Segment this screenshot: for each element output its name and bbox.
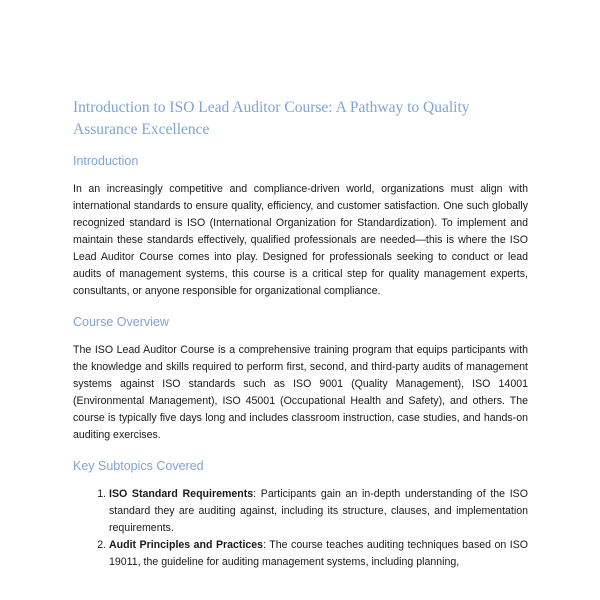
section-heading-course-overview: Course Overview	[73, 315, 169, 329]
list-item-text: : Participants gain an in-depth understanding of the ISO standard they are auditing against, including its structure, clauses, and implementation requirements.	[109, 488, 528, 534]
section-heading-key-subtopics: Key Subtopics Covered	[73, 459, 204, 473]
list-item-text: : The course teaches auditing techniques based on ISO 19011, the guideline for auditing management systems, including planning,	[109, 539, 529, 568]
list-item-term: Audit Principles and Practices	[109, 539, 264, 551]
list-item-term: ISO Standard Requirements	[109, 488, 254, 500]
subtopics-list	[73, 486, 528, 571]
list-item	[109, 537, 528, 571]
list-item	[109, 486, 528, 537]
section-heading-introduction: Introduction	[73, 154, 139, 168]
course-overview-paragraph: The ISO Lead Auditor Course is a comprehensive training program that equips participants with the knowledge and skills required to perform first, second, and third-party audits of management systems against ISO standards such as ISO 9001 (Quality Management), ISO 14001 (Environmental Management), ISO 45001 (Occupational Health and Safety), and others. The course is typically five days long and includes classroom instruction, case studies, and hands-on auditing exercises.	[73, 344, 528, 441]
document-title: Introduction to ISO Lead Auditor Course: A Pathway to Quality Assurance Excellence	[73, 99, 470, 138]
document-page	[73, 97, 528, 571]
introduction-paragraph: In an increasingly competitive and compliance-driven world, organizations must align with international standards to ensure quality, efficiency, and customer satisfaction. One such globally recognized standard is ISO (International Organization for Standardization). To implement and maintain these standards effectively, qualified professionals are needed—this is where the ISO Lead Auditor Course comes into play. Designed for professionals seeking to conduct or lead audits of management systems, this course is a critical step for quality management experts, consultants, or anyone responsible for organizational compliance.	[73, 183, 528, 297]
